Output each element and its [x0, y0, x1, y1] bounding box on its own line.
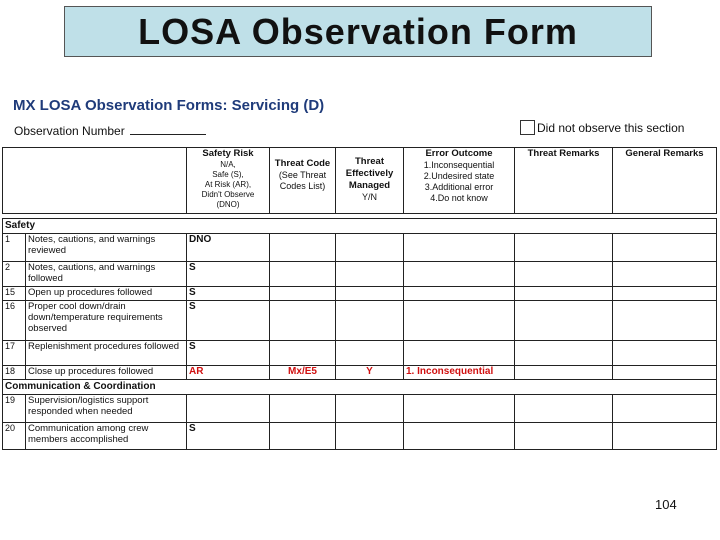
header-error-outcome [404, 148, 515, 214]
row-item: Communication among crew members accomplished [26, 423, 187, 450]
row-threat-remarks[interactable] [515, 234, 613, 262]
header-error-outcome-line: 3.Additional error [424, 182, 494, 192]
row-threat-remarks[interactable] [515, 341, 613, 366]
section-name: Safety [3, 219, 717, 234]
row-item: Notes, cautions, and warnings reviewed [26, 234, 187, 262]
row-item: Open up procedures followed [26, 287, 187, 301]
row-number: 1 [3, 234, 26, 262]
table-row [3, 366, 717, 380]
row-number: 18 [3, 366, 26, 380]
section-header-row [3, 380, 717, 395]
row-item: Proper cool down/drain down/temperature requirements observed [26, 301, 187, 341]
row-error-outcome[interactable] [404, 262, 515, 287]
row-safety-risk[interactable]: AR [187, 366, 270, 380]
row-item: Notes, cautions, and warnings followed [26, 262, 187, 287]
header-safety-risk-line: At Risk (AR), [204, 180, 252, 189]
row-safety-risk[interactable]: S [187, 301, 270, 341]
header-error-outcome-line: 1.Inconsequential [423, 160, 495, 170]
row-general-remarks[interactable] [613, 341, 717, 366]
row-number: 16 [3, 301, 26, 341]
slide-title-box [64, 6, 652, 57]
did-not-observe-label: Did not observe this section [537, 121, 685, 135]
row-threat-managed[interactable] [336, 395, 404, 423]
table-row [3, 423, 717, 450]
table-row [3, 234, 717, 262]
form-title: MX LOSA Observation Forms: Servicing (D) [13, 97, 325, 114]
row-general-remarks[interactable] [613, 366, 717, 380]
row-safety-risk[interactable]: S [187, 341, 270, 366]
row-number: 2 [3, 262, 26, 287]
header-safety-risk-line: Safe (S), [212, 170, 244, 179]
header-error-outcome-line: 4.Do not know [430, 193, 488, 203]
header-threat-managed [336, 148, 404, 214]
header-threat-managed-title: Threat Effectively Managed [345, 156, 394, 191]
row-threat-managed[interactable] [336, 262, 404, 287]
row-item: Replenishment procedures followed [26, 341, 187, 366]
section-name: Communication & Coordination [3, 380, 717, 395]
row-threat-remarks[interactable] [515, 287, 613, 301]
row-safety-risk[interactable]: S [187, 262, 270, 287]
header-threat-code [270, 148, 336, 214]
header-threat-managed-line: Y/N [361, 192, 377, 202]
row-general-remarks[interactable] [613, 301, 717, 341]
header-general-remarks: General Remarks [613, 148, 717, 214]
did-not-observe-checkbox[interactable] [520, 120, 535, 135]
row-error-outcome[interactable] [404, 287, 515, 301]
header-blank [3, 148, 187, 214]
row-safety-risk[interactable]: S [187, 287, 270, 301]
observation-number [14, 124, 206, 138]
row-error-outcome[interactable] [404, 234, 515, 262]
row-error-outcome[interactable] [404, 301, 515, 341]
table-body [3, 219, 717, 450]
row-threat-remarks[interactable] [515, 262, 613, 287]
row-threat-code[interactable] [270, 341, 336, 366]
row-general-remarks[interactable] [613, 234, 717, 262]
row-general-remarks[interactable] [613, 395, 717, 423]
row-general-remarks[interactable] [613, 287, 717, 301]
table-row [3, 301, 717, 341]
row-general-remarks[interactable] [613, 423, 717, 450]
row-threat-remarks[interactable] [515, 423, 613, 450]
header-threat-remarks: Threat Remarks [515, 148, 613, 214]
row-threat-code[interactable] [270, 287, 336, 301]
table-row [3, 341, 717, 366]
table-header-row [3, 148, 717, 214]
row-threat-code[interactable]: Mx/E5 [270, 366, 336, 380]
row-error-outcome[interactable] [404, 395, 515, 423]
table-row [3, 287, 717, 301]
row-safety-risk[interactable]: DNO [187, 234, 270, 262]
row-threat-remarks[interactable] [515, 366, 613, 380]
header-threat-code-line: Codes List) [279, 181, 326, 191]
header-safety-risk [187, 148, 270, 214]
page-number: 104 [655, 497, 677, 512]
section-header-row [3, 219, 717, 234]
row-threat-managed[interactable] [336, 301, 404, 341]
row-threat-code[interactable] [270, 262, 336, 287]
table-row [3, 262, 717, 287]
row-general-remarks[interactable] [613, 262, 717, 287]
header-safety-risk-line: N/A, [220, 160, 236, 169]
row-number: 15 [3, 287, 26, 301]
header-error-outcome-line: 2.Undesired state [423, 171, 495, 181]
header-error-outcome-title: Error Outcome [425, 148, 493, 159]
row-threat-code[interactable] [270, 301, 336, 341]
header-safety-risk-title: Safety Risk [202, 148, 254, 159]
did-not-observe [520, 120, 684, 135]
row-error-outcome[interactable] [404, 423, 515, 450]
row-threat-code[interactable] [270, 423, 336, 450]
header-threat-code-title: Threat Code [274, 158, 331, 169]
row-threat-code[interactable] [270, 234, 336, 262]
row-number: 19 [3, 395, 26, 423]
row-safety-risk[interactable] [187, 395, 270, 423]
row-threat-managed[interactable]: Y [336, 366, 404, 380]
row-safety-risk[interactable]: S [187, 423, 270, 450]
row-threat-managed[interactable] [336, 423, 404, 450]
row-threat-managed[interactable] [336, 234, 404, 262]
row-threat-managed[interactable] [336, 341, 404, 366]
header-threat-code-line: (See Threat [278, 170, 327, 180]
row-threat-remarks[interactable] [515, 395, 613, 423]
observation-number-field[interactable] [130, 124, 206, 135]
observation-number-label: Observation Number [14, 124, 125, 138]
row-error-outcome[interactable] [404, 341, 515, 366]
row-item: Supervision/logistics support responded when needed [26, 395, 187, 423]
header-safety-risk-line: (DNO) [216, 200, 240, 209]
row-error-outcome[interactable]: 1. Inconsequential [404, 366, 515, 380]
slide-title: LOSA Observation Form [138, 10, 578, 52]
header-safety-risk-line: Didn't Observe [201, 190, 255, 199]
row-item: Close up procedures followed [26, 366, 187, 380]
row-threat-remarks[interactable] [515, 301, 613, 341]
row-threat-code[interactable] [270, 395, 336, 423]
row-number: 20 [3, 423, 26, 450]
row-number: 17 [3, 341, 26, 366]
table-row [3, 395, 717, 423]
observation-table [2, 147, 717, 450]
row-threat-managed[interactable] [336, 287, 404, 301]
